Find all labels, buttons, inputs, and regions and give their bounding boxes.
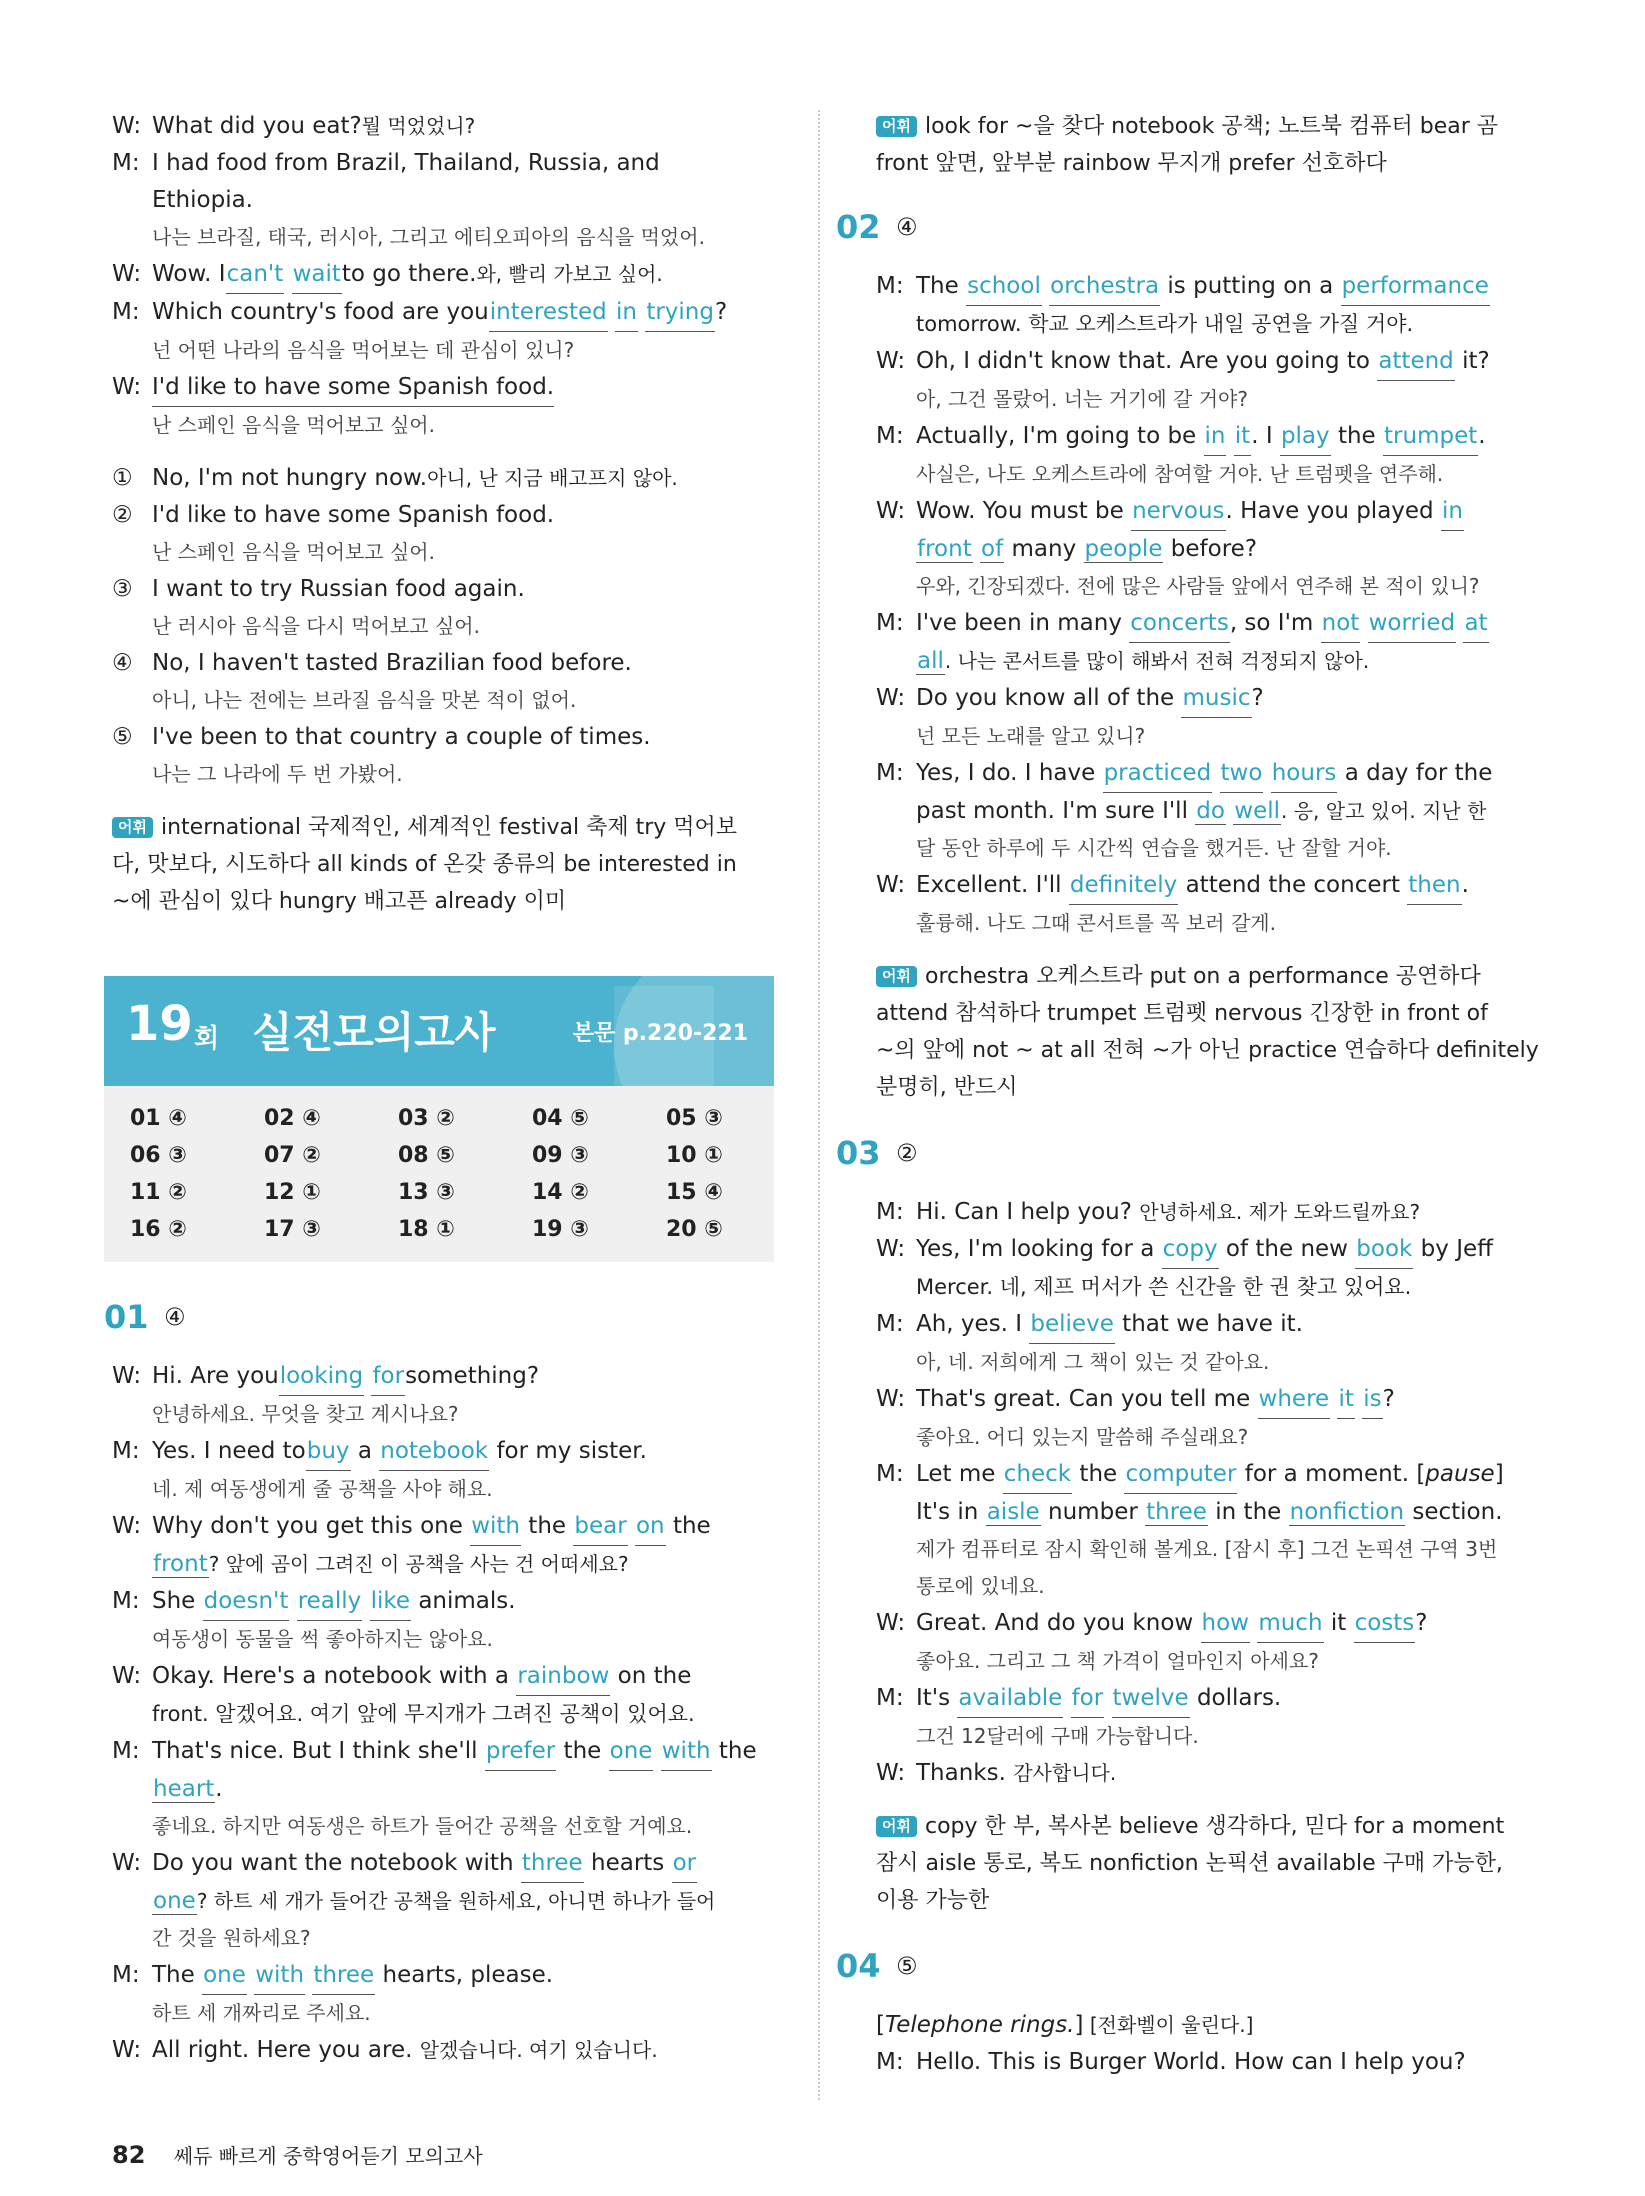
answer-key-cell: 03 ② [398, 1106, 455, 1131]
answer-blank: aisle [986, 1499, 1040, 1525]
answer-blank: attend [1377, 343, 1454, 381]
vocab-line: 어휘 orchestra 오케스트라 put on a performance 공연하다 [876, 958, 1516, 995]
answer-key-cell: 06 ③ [130, 1143, 187, 1168]
answer-blank: not [1321, 605, 1361, 643]
dialogue-line: M: Let me check the computer for a moment. [ pause ] [876, 1456, 1516, 1494]
option-5: ⑤ I've been to that country a couple of times. [112, 724, 651, 750]
answer-key-cell: 12 ① [264, 1180, 321, 1205]
answer-blank: like [370, 1583, 411, 1621]
answer-blank: three [1146, 1499, 1207, 1525]
dialogue-line: M: The one with three hearts, please. [112, 1957, 792, 1995]
answer-underline: I'd like to have some Spanish food. [152, 369, 554, 407]
dialogue-line: W: Do you know all of the music ? [876, 680, 1516, 718]
option-1: ① No, I'm not hungry now. 아니, 난 지금 배고프지 않아. [112, 465, 678, 491]
korean-translation: 넌 어떤 나라의 음식을 먹어보는 데 관심이 있니? [152, 338, 575, 362]
answer-blank: definitely [1069, 867, 1178, 905]
vocab-line: 어휘 look for ~을 찾다 notebook 공책; 노트북 컴퓨터 bear 곰 [876, 108, 1516, 145]
answer-key-cell: 10 ① [666, 1143, 723, 1168]
vocab-line: front 앞면, 앞부분 rainbow 무지개 prefer 선호하다 [876, 151, 1387, 176]
answer-blank: do [1196, 798, 1225, 824]
answer-blank: book [1355, 1231, 1413, 1269]
left-column [104, 108, 792, 2069]
answer-blank: for [1071, 1680, 1105, 1718]
test-title: 실전모의고사 [252, 1008, 496, 1057]
answer-blank: looking [279, 1358, 364, 1396]
dialogue-line: W: That's great. Can you tell me where it is ? [876, 1381, 1516, 1419]
question-number: 03 [836, 1134, 881, 1172]
dialogue-line: M: It's available for twelve dollars. [876, 1680, 1516, 1718]
answer-blank: rainbow [516, 1658, 610, 1696]
dialogue-line: Ethiopia. [152, 187, 253, 213]
dialogue-line: W: Okay. Here's a notebook with a rainbow on the [112, 1658, 792, 1696]
answer-blank: performance [1341, 268, 1490, 306]
dialogue-line: W: Hi. Are you looking for something? [112, 1358, 792, 1396]
answer-blank: play [1280, 418, 1331, 456]
answer-key-cell: 08 ⑤ [398, 1143, 455, 1168]
answer-blank: doesn't [203, 1583, 290, 1621]
vocab-line: 어휘 international 국제적인, 세계적인 festival 축제 try 먹어보 [112, 809, 792, 846]
answer-blank: with [661, 1733, 712, 1771]
answer-blank: all [917, 648, 944, 674]
dialogue-line: M: I had food from Brazil, Thailand, Russia, and [112, 150, 660, 176]
answer-key-grid [104, 1086, 774, 1262]
question-header [836, 202, 1516, 252]
dialogue-line: W: Yes, I'm looking for a copy of the new book by Jeff [876, 1231, 1516, 1269]
korean-translation: 넌 모든 노래를 알고 있니? [916, 724, 1146, 748]
answer-blank: check [1003, 1456, 1072, 1494]
dialogue-line: M: That's nice. But I think she'll prefer the one with the [112, 1733, 792, 1771]
answer-blank: where [1258, 1381, 1331, 1419]
answer-blank: hours [1271, 755, 1338, 793]
answer-blank: three [521, 1845, 584, 1883]
dialogue-line: M: Yes. I need to buy a notebook for my sister. [112, 1433, 792, 1471]
answer-blank: twelve [1112, 1680, 1190, 1718]
answer-blank: it [1234, 418, 1251, 456]
answer-blank: wait [292, 256, 342, 294]
dialogue-line: W: Do you want the notebook with three hearts or [112, 1845, 792, 1883]
answer-key-cell: 02 ④ [264, 1106, 321, 1131]
page-number: 82 [112, 2141, 146, 2169]
answer-blank: with [254, 1957, 305, 1995]
dialogue-line: W: Wow. I can't wait to go there. 와, 빨리 가보고 싶어. [112, 256, 792, 294]
dialogue-line: W: Wow. You must be nervous . Have you played in [876, 493, 1516, 531]
answer-blank: in [1441, 493, 1464, 531]
question-header [104, 1292, 792, 1342]
answer-blank: buy [306, 1433, 351, 1471]
korean-translation: 아니, 나는 전에는 브라질 음식을 맛본 적이 없어. [152, 688, 577, 712]
answer-blank: how [1201, 1605, 1250, 1643]
answer-blank: trumpet [1383, 418, 1478, 456]
korean-translation: 난 스페인 음식을 먹어보고 싶어. [152, 413, 435, 437]
dialogue-line: M: The school orchestra is putting on a performance [876, 268, 1516, 306]
answer-key-cell: 01 ④ [130, 1106, 187, 1131]
answer-key-cell: 18 ① [398, 1217, 455, 1242]
answer-blank: bear [573, 1508, 627, 1546]
vocab-line: ~에 관심이 있다 hungry 배고픈 already 이미 [112, 889, 567, 914]
answer-key-cell: 13 ③ [398, 1180, 455, 1205]
answer-key-cell: 19 ③ [532, 1217, 589, 1242]
question-header [836, 1941, 1516, 1991]
answer-blank: in [615, 294, 638, 332]
answer-blank: of [981, 536, 1004, 562]
right-column [836, 108, 1539, 2081]
dialogue-line: front? 앞에 곰이 그려진 이 공책을 사는 건 어떠세요? [153, 1551, 629, 1577]
dialogue-line: W: Why don't you get this one with the bear on the [112, 1508, 792, 1546]
answer-key-cell: 05 ③ [666, 1106, 723, 1131]
question-answer: ④ [896, 213, 918, 241]
korean-translation: 나는 그 나라에 두 번 가봤어. [152, 762, 403, 786]
answer-blank: practiced [1103, 755, 1213, 793]
korean-translation: 훌륭해. 나도 그때 콘서트를 꼭 보러 갈게. [916, 911, 1276, 935]
vocab-line: attend 참석하다 trumpet 트럼펫 nervous 긴장한 in front of [876, 1001, 1488, 1026]
dialogue-line: heart. [153, 1776, 223, 1802]
answer-blank: nervous [1131, 493, 1225, 531]
dialogue-line: Mercer. 네, 제프 머서가 쓴 신간을 한 권 찾고 있어요. [916, 1275, 1412, 1299]
answer-blank: worried [1368, 605, 1457, 643]
stage-direction: [Telephone rings.] [전화벨이 울린다.] [876, 2012, 1254, 2038]
dialogue-line: W: I'd like to have some Spanish food. [112, 369, 792, 407]
korean-translation: 제가 컴퓨터로 잠시 확인해 볼게요. [잠시 후] 그건 논픽션 구역 3번 [916, 1537, 1498, 1561]
vocab-tag: 어휘 [876, 966, 917, 987]
dialogue-line: W: Excellent. I'll definitely attend the concert then . [876, 867, 1516, 905]
option-4: ④ No, I haven't tasted Brazilian food before. [112, 650, 632, 676]
dialogue-line: W: All right. Here you are. 알겠습니다. 여기 있습니다. [112, 2037, 658, 2063]
answer-blank: in [1204, 418, 1227, 456]
korean-translation: 나는 브라질, 태국, 러시아, 그리고 에티오피아의 음식을 먹었어. [152, 225, 705, 249]
korean-translation: 사실은, 나도 오케스트라에 참여할 거야. 난 트럼펫을 연주해. [916, 462, 1444, 486]
vocab-line: ~의 앞에 not ~ at all 전혀 ~가 아닌 practice 연습하다 definitely [876, 1038, 1539, 1063]
dialogue-line: all. 나는 콘서트를 많이 해봐서 전혀 걱정되지 않아. [917, 648, 1370, 674]
korean-translation: 난 스페인 음식을 먹어보고 싶어. [152, 540, 435, 564]
korean-translation: 여동생이 동물을 썩 좋아하지는 않아요. [152, 1627, 493, 1651]
korean-translation: 간 것을 원하세요? [152, 1926, 311, 1950]
question-number: 02 [836, 208, 881, 246]
korean-translation: 난 러시아 음식을 다시 먹어보고 싶어. [152, 614, 480, 638]
answer-blank: trying [645, 294, 715, 332]
korean-translation: 좋아요. 어디 있는지 말씀해 주실래요? [916, 1425, 1249, 1449]
answer-blank: people [1084, 536, 1163, 562]
answer-key-cell: 07 ② [264, 1143, 321, 1168]
vocab-line: 분명히, 반드시 [876, 1075, 1018, 1100]
test-banner [104, 976, 774, 1086]
korean-translation: 아, 네. 저희에게 그 책이 있는 것 같아요. [916, 1350, 1270, 1374]
page-footer [112, 2140, 483, 2169]
answer-blank: front [153, 1551, 208, 1577]
dialogue-line: past month. I'm sure I'll do well. 응, 알고 있어. 지난 한 [916, 798, 1487, 824]
answer-key-cell: 04 ⑤ [532, 1106, 589, 1131]
answer-blank: music [1181, 680, 1251, 718]
answer-blank: can't [226, 256, 285, 294]
dialogue-line: front of many people before? [917, 536, 1258, 562]
column-divider [818, 110, 820, 2100]
dialogue-line: M: Yes, I do. I have practiced two hours a day for the [876, 755, 1516, 793]
dialogue-line: one? 하트 세 개가 들어간 공책을 원하세요, 아니면 하나가 들어 [153, 1888, 716, 1914]
korean-translation: 좋아요. 그리고 그 책 가격이 얼마인지 아세요? [916, 1649, 1319, 1673]
option-2: ② I'd like to have some Spanish food. [112, 502, 555, 528]
vocab-tag: 어휘 [876, 116, 917, 137]
answer-key-cell: 09 ③ [532, 1143, 589, 1168]
answer-blank: computer [1124, 1456, 1237, 1494]
answer-blank: believe [1029, 1306, 1114, 1344]
question-answer: ⑤ [896, 1952, 918, 1980]
answer-blank: concerts [1129, 605, 1230, 643]
dialogue-line: M: Actually, I'm going to be in it . I play the trumpet . [876, 418, 1516, 456]
vocab-tag: 어휘 [112, 817, 153, 838]
dialogue-line: M: She doesn't really like animals. [112, 1583, 792, 1621]
answer-blank: really [297, 1583, 363, 1621]
answer-blank: costs [1354, 1605, 1416, 1643]
answer-blank: one [609, 1733, 654, 1771]
answer-blank: notebook [379, 1433, 489, 1471]
answer-key-cell: 16 ② [130, 1217, 187, 1242]
answer-blank: two [1220, 755, 1264, 793]
answer-blank: one [202, 1957, 247, 1995]
korean-translation: 좋네요. 하지만 여동생은 하트가 들어간 공책을 선호할 거예요. [152, 1814, 693, 1838]
dialogue-line: M: Ah, yes. I believe that we have it. [876, 1306, 1516, 1344]
dialogue-line: W: Thanks. 감사합니다. [876, 1760, 1117, 1786]
answer-blank: it [1337, 1381, 1354, 1419]
test-number-suffix: 회 [194, 1024, 220, 1054]
answer-blank: much [1257, 1605, 1323, 1643]
book-title: 쎄듀 빠르게 중학영어듣기 모의고사 [173, 2144, 483, 2168]
vocab-line: 다, 맛보다, 시도하다 all kinds of 온갖 종류의 be interested in [112, 852, 737, 877]
dialogue-line: front. 알겠어요. 여기 앞에 무지개가 그려진 공책이 있어요. [152, 1702, 695, 1726]
korean-translation: 그건 12달러에 구매 가능합니다. [916, 1724, 1199, 1748]
dialogue-line: W: What did you eat? 뭘 먹었었니? [112, 113, 476, 139]
answer-blank: at [1463, 605, 1488, 643]
answer-blank: on [635, 1508, 666, 1546]
korean-translation: 안녕하세요. 무엇을 찾고 계시나요? [152, 1402, 459, 1426]
answer-key-cell: 20 ⑤ [666, 1217, 723, 1242]
korean-translation: 하트 세 개짜리로 주세요. [152, 2001, 371, 2025]
answer-blank: is [1362, 1381, 1382, 1419]
vocab-line: 잠시 aisle 통로, 복도 nonfiction 논픽션 available 구매 가능한, [876, 1851, 1503, 1876]
answer-blank: front [917, 536, 972, 562]
korean-translation: 달 동안 하루에 두 시간씩 연습을 했거든. 난 잘할 거야. [916, 836, 1392, 860]
answer-blank: three [312, 1957, 375, 1995]
answer-blank: nonfiction [1289, 1499, 1405, 1525]
vocab-line: 이용 가능한 [876, 1888, 990, 1913]
dialogue-line: M: Which country's food are you interested in trying ? [112, 294, 792, 332]
answer-blank: copy [1162, 1231, 1219, 1269]
test-number: 19 [126, 996, 193, 1052]
vocab-line: 어휘 copy 한 부, 복사본 believe 생각하다, 믿다 for a moment [876, 1808, 1516, 1845]
answer-blank: school [966, 268, 1042, 306]
option-3: ③ I want to try Russian food again. [112, 576, 525, 602]
answer-key-cell: 15 ④ [666, 1180, 723, 1205]
dialogue-line: tomorrow. 학교 오케스트라가 내일 공연을 가질 거야. [916, 312, 1414, 336]
question-header [836, 1128, 1516, 1178]
korean-translation: 우와, 긴장되겠다. 전에 많은 사람들 앞에서 연주해 본 적이 있니? [916, 574, 1480, 598]
answer-blank: available [957, 1680, 1063, 1718]
question-answer: ② [896, 1139, 918, 1167]
dialogue-line: W: Oh, I didn't know that. Are you going to attend it? [876, 343, 1516, 381]
dialogue-line: W: Great. And do you know how much it costs ? [876, 1605, 1516, 1643]
answer-blank: well [1234, 798, 1281, 824]
answer-key-cell: 14 ② [532, 1180, 589, 1205]
answer-blank: for [371, 1358, 405, 1396]
answer-blank: with [470, 1508, 521, 1546]
dialogue-line: M: Hi. Can I help you? 안녕하세요. 제가 도와드릴까요? [876, 1199, 1421, 1225]
answer-blank: prefer [485, 1733, 556, 1771]
answer-blank: one [153, 1888, 196, 1914]
answer-blank: orchestra [1049, 268, 1160, 306]
answer-blank: or [672, 1845, 698, 1883]
page-reference: 본문 p.220-221 [572, 1021, 748, 1046]
answer-key-cell: 11 ② [130, 1180, 187, 1205]
answer-key-cell: 17 ③ [264, 1217, 321, 1242]
dialogue-line: It's in aisle number three in the nonfiction section. [916, 1499, 1503, 1525]
dialogue-line: M: I've been in many concerts , so I'm not worried at [876, 605, 1516, 643]
korean-translation: 아, 그건 몰랐어. 너는 거기에 갈 거야? [916, 387, 1248, 411]
question-answer: ④ [164, 1303, 186, 1331]
dialogue-line: M: Hello. This is Burger World. How can I help you? [876, 2049, 1466, 2075]
vocab-tag: 어휘 [876, 1816, 917, 1837]
question-number: 04 [836, 1947, 881, 1985]
answer-blank: then [1407, 867, 1461, 905]
answer-blank: interested [489, 294, 608, 332]
answer-blank: heart [153, 1776, 215, 1802]
question-number: 01 [104, 1298, 149, 1336]
korean-translation: 통로에 있네요. [916, 1574, 1045, 1598]
korean-translation: 네. 제 여동생에게 줄 공책을 사야 해요. [152, 1477, 493, 1501]
